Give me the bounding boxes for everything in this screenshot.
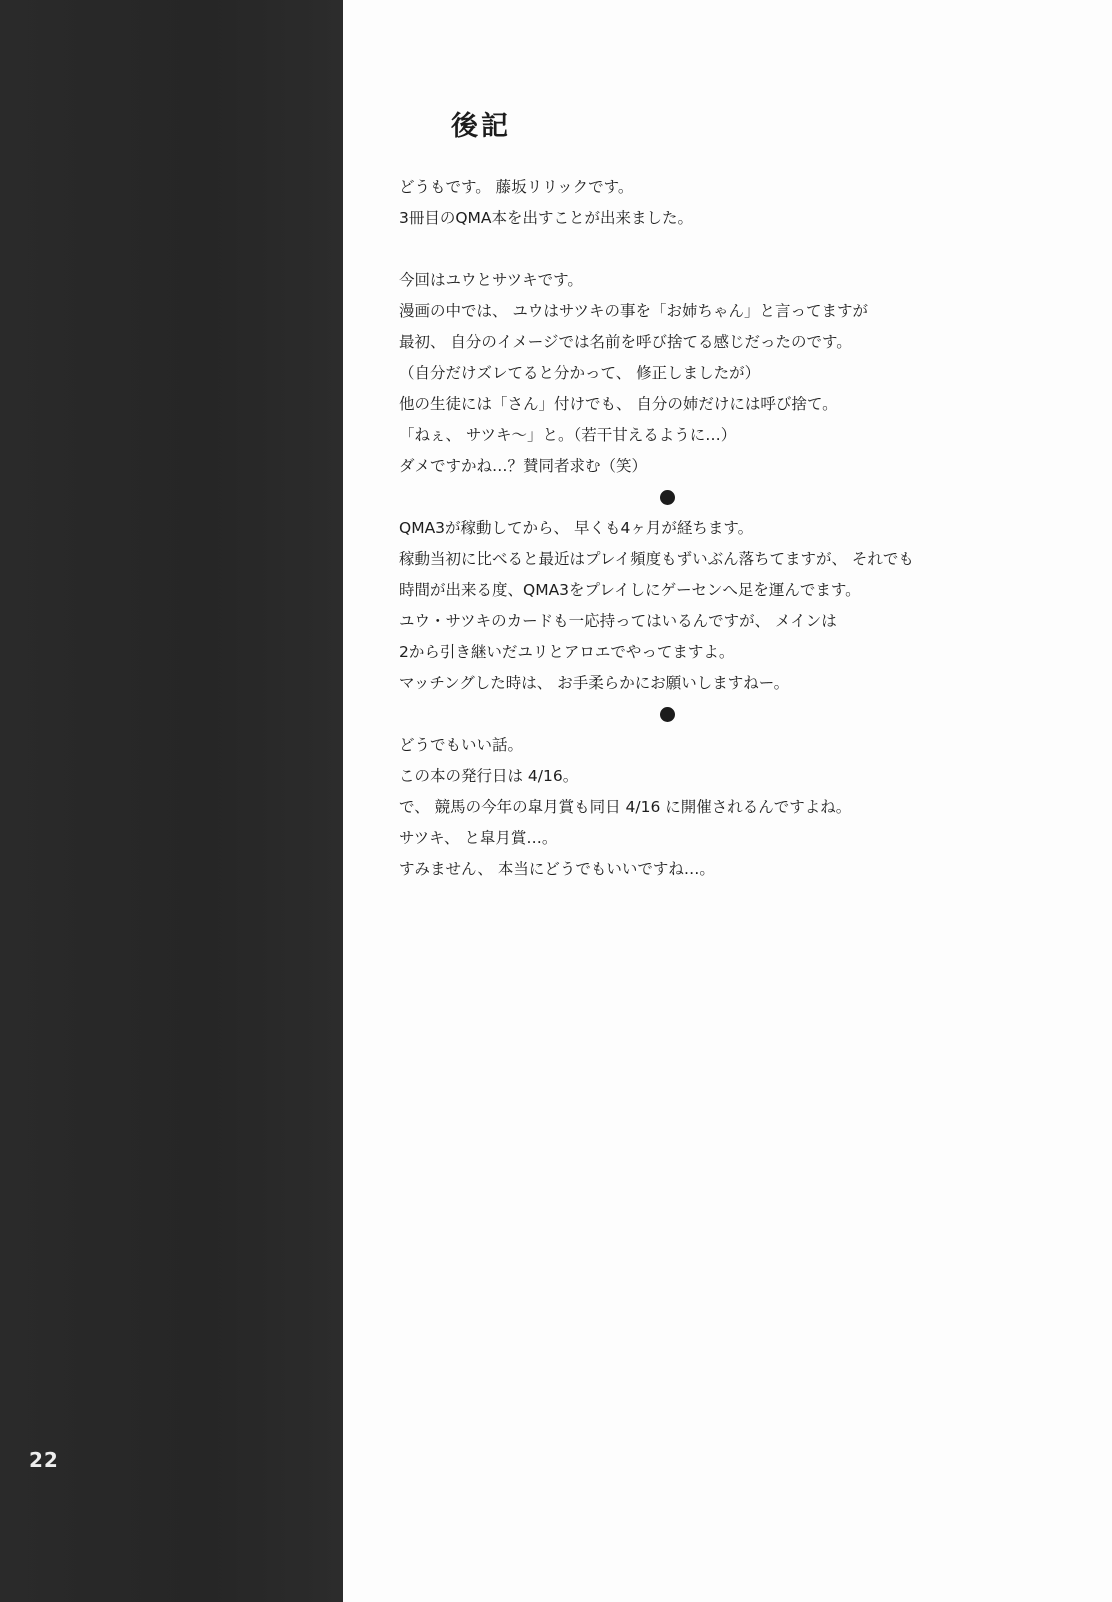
text-line: 最初、 自分のイメージでは名前を呼び捨てる感じだったのです。 bbox=[399, 333, 852, 351]
text-line: 他の生徒には「さん」付けでも、 自分の姉だけには呼び捨て。 bbox=[399, 395, 838, 413]
text-line: マッチングした時は、 お手柔らかにお願いしますねー。 bbox=[399, 674, 790, 692]
left-dark-band bbox=[0, 0, 343, 1602]
text-line: （自分だけズレてると分かって、 修正しましたが） bbox=[399, 364, 761, 382]
text-line: 稼動当初に比べると最近はプレイ頻度もずいぶん落ちてますが、 それでも bbox=[399, 550, 914, 568]
text-line: すみません、 本当にどうでもいいですね…。 bbox=[399, 860, 715, 878]
text-line: どうでもいい話。 bbox=[399, 736, 524, 754]
text-line: 「ねぇ、 サツキ～」と。（若干甘えるように…） bbox=[399, 426, 737, 444]
text-line: 今回はユウとサツキです。 bbox=[399, 271, 583, 289]
text-line: 3冊目のQMA本を出すことが出来ました。 bbox=[399, 209, 694, 227]
section-separator bbox=[399, 699, 1079, 730]
page-title: 後記 bbox=[451, 111, 511, 142]
paragraph-gap bbox=[399, 234, 1079, 265]
text-line: で、 競馬の今年の皐月賞も同日 4/16 に開催されるんですよね。 bbox=[399, 798, 852, 816]
text-line: 漫画の中では、 ユウはサツキの事を「お姉ちゃん」と言ってますが bbox=[399, 302, 868, 320]
bullet-dot-icon bbox=[660, 490, 675, 505]
text-line: 2から引き継いだユリとアロエでやってますよ。 bbox=[399, 643, 735, 661]
text-line: ダメですかね…？賛同者求む（笑） bbox=[399, 457, 648, 475]
page-number: 22 bbox=[29, 1448, 59, 1472]
section-separator bbox=[399, 482, 1079, 513]
bullet-dot-icon bbox=[660, 707, 675, 722]
text-line: サツキ、 と皐月賞…。 bbox=[399, 829, 558, 847]
afterword-body bbox=[399, 172, 1079, 885]
text-line: 時間が出来る度、QMA3をプレイしにゲーセンへ足を運んでます。 bbox=[399, 581, 861, 599]
text-line: ユウ・サツキのカードも一応持ってはいるんですが、 メインは bbox=[399, 612, 837, 630]
text-line: QMA3が稼動してから、 早くも4ヶ月が経ちます。 bbox=[399, 519, 754, 537]
text-line: どうもです。 藤坂リリックです。 bbox=[399, 178, 634, 196]
text-line: この本の発行日は 4/16。 bbox=[399, 767, 579, 785]
